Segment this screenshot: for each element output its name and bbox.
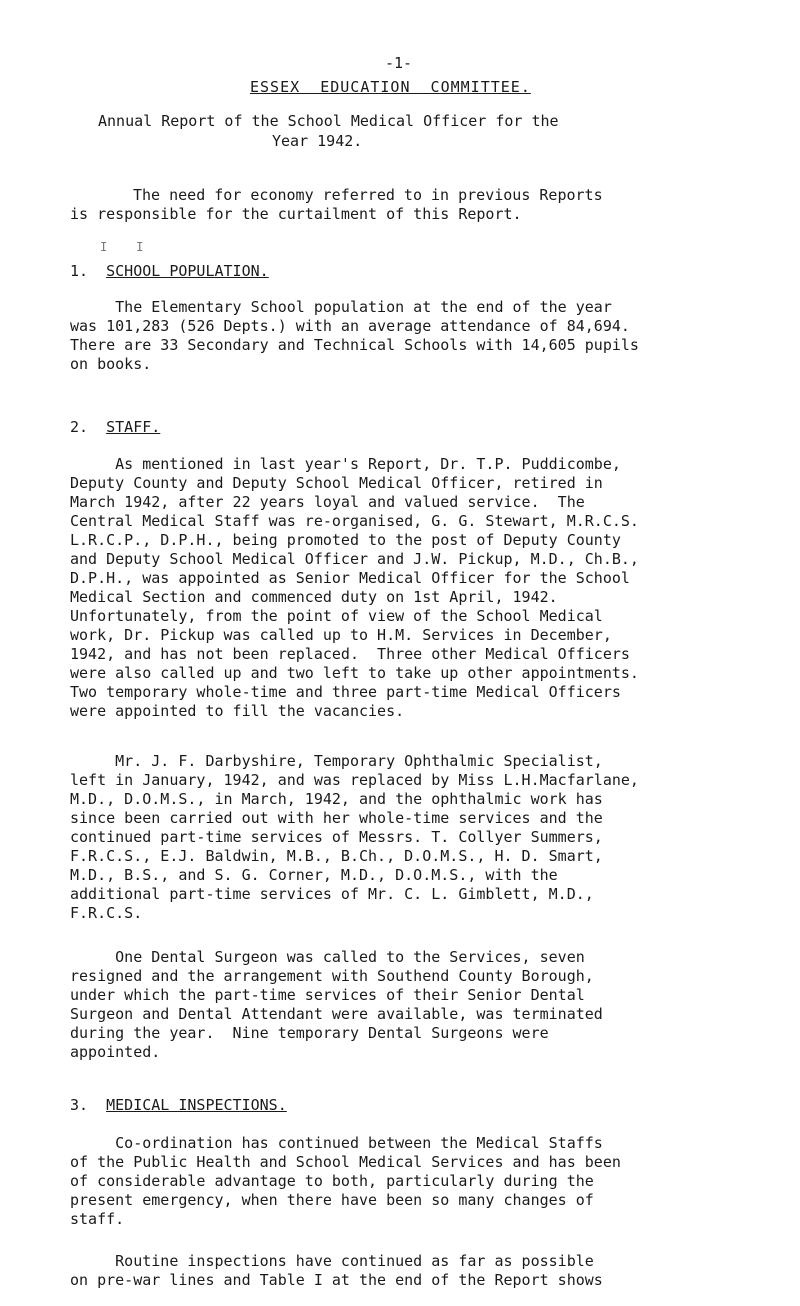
text-line: was 101,283 (526 Depts.) with an average attendance of 84,694. <box>70 317 630 335</box>
text-line: M.D., D.O.M.S., in March, 1942, and the ophthalmic work has <box>70 790 603 808</box>
text-line: present emergency, when there have been so many changes of <box>70 1191 594 1209</box>
text-line: There are 33 Secondary and Technical Schools with 14,605 pupils <box>70 336 639 354</box>
text-line: and Deputy School Medical Officer and J.W. Pickup, M.D., Ch.B., <box>70 550 639 568</box>
text-line: appointed. <box>70 1043 161 1061</box>
text-line: Unfortunately, from the point of view of the School Medical <box>70 607 603 625</box>
page-number: -1- <box>385 54 413 72</box>
population-paragraph <box>70 298 750 374</box>
text-line: work, Dr. Pickup was called up to H.M. Services in December, <box>70 626 612 644</box>
section-heading-population <box>70 262 269 281</box>
text-line: L.R.C.P., D.P.H., being promoted to the post of Deputy County <box>70 531 621 549</box>
intro-line: is responsible for the curtailment of this Report. <box>70 205 522 223</box>
text-line: Deputy County and Deputy School Medical Officer, retired in <box>70 474 603 492</box>
text-line: on books. <box>70 355 152 373</box>
text-line: left in January, 1942, and was replaced by Miss L.H.Macfarlane, <box>70 771 639 789</box>
text-line: Central Medical Staff was re-organised, G. G. Stewart, M.R.C.S. <box>70 512 639 530</box>
text-line: Medical Section and commenced duty on 1st April, 1942. <box>70 588 558 606</box>
text-line: D.P.H., was appointed as Senior Medical Officer for the School <box>70 569 630 587</box>
text-line: The Elementary School population at the end of the year <box>70 298 612 316</box>
text-line: of considerable advantage to both, particularly during the <box>70 1172 594 1190</box>
inspections-paragraph-1 <box>70 1134 750 1229</box>
text-line: Surgeon and Dental Attendant were available, was terminated <box>70 1005 603 1023</box>
text-line: Mr. J. F. Darbyshire, Temporary Ophthalmic Specialist, <box>70 752 603 770</box>
section-title: SCHOOL POPULATION. <box>106 262 269 280</box>
text-line: resigned and the arrangement with Southend County Borough, <box>70 967 594 985</box>
text-line: 1942, and has not been replaced. Three other Medical Officers <box>70 645 630 663</box>
text-line: Co-ordination has continued between the Medical Staffs <box>70 1134 603 1152</box>
section-title: STAFF. <box>106 418 161 436</box>
staff-paragraph-1 <box>70 455 750 721</box>
text-line: continued part-time services of Messrs. T. Collyer Summers, <box>70 828 603 846</box>
text-line: on pre-war lines and Table I at the end of the Report shows <box>70 1271 603 1289</box>
section-heading-staff <box>70 418 160 437</box>
section-number: 3. <box>70 1096 89 1114</box>
text-line: since been carried out with her whole-time services and the <box>70 809 603 827</box>
report-title: Annual Report of the School Medical Officer for the <box>98 112 559 130</box>
text-line: F.R.C.S., E.J. Baldwin, M.B., B.Ch., D.O.M.S., H. D. Smart, <box>70 847 603 865</box>
committee-title <box>250 78 531 97</box>
intro-line: The need for economy referred to in previous Reports <box>133 186 603 204</box>
section-heading-inspections <box>70 1096 287 1115</box>
text-line: during the year. Nine temporary Dental Surgeons were <box>70 1024 549 1042</box>
text-line: of the Public Health and School Medical Services and has been <box>70 1153 621 1171</box>
text-line: staff. <box>70 1210 125 1228</box>
section-number: 2. <box>70 418 89 436</box>
text-line: As mentioned in last year's Report, Dr. T.P. Puddicombe, <box>70 455 621 473</box>
section-number: 1. <box>70 262 89 280</box>
staff-paragraph-3 <box>70 948 750 1062</box>
text-line: Two temporary whole-time and three part-time Medical Officers <box>70 683 621 701</box>
text-line: Routine inspections have continued as far as possible <box>70 1252 594 1270</box>
text-line: were appointed to fill the vacancies. <box>70 702 405 720</box>
text-line: One Dental Surgeon was called to the Services, seven <box>70 948 585 966</box>
text-line: March 1942, after 22 years loyal and valued service. The <box>70 493 585 511</box>
staff-paragraph-2 <box>70 752 750 923</box>
section-title: MEDICAL INSPECTIONS. <box>106 1096 287 1114</box>
committee-title-text: ESSEX EDUCATION COMMITTEE. <box>250 78 531 96</box>
text-line: additional part-time services of Mr. C. L. Gimblett, M.D., <box>70 885 594 903</box>
text-line: M.D., B.S., and S. G. Corner, M.D., D.O.M.S., with the <box>70 866 558 884</box>
text-line: were also called up and two left to take up other appointments. <box>70 664 639 682</box>
report-year: Year 1942. <box>272 132 363 150</box>
text-line: under which the part-time services of their Senior Dental <box>70 986 585 1004</box>
intro-paragraph <box>70 186 750 224</box>
stray-marks: I I <box>100 240 144 254</box>
text-line: F.R.C.S. <box>70 904 143 922</box>
inspections-paragraph-2 <box>70 1252 750 1290</box>
